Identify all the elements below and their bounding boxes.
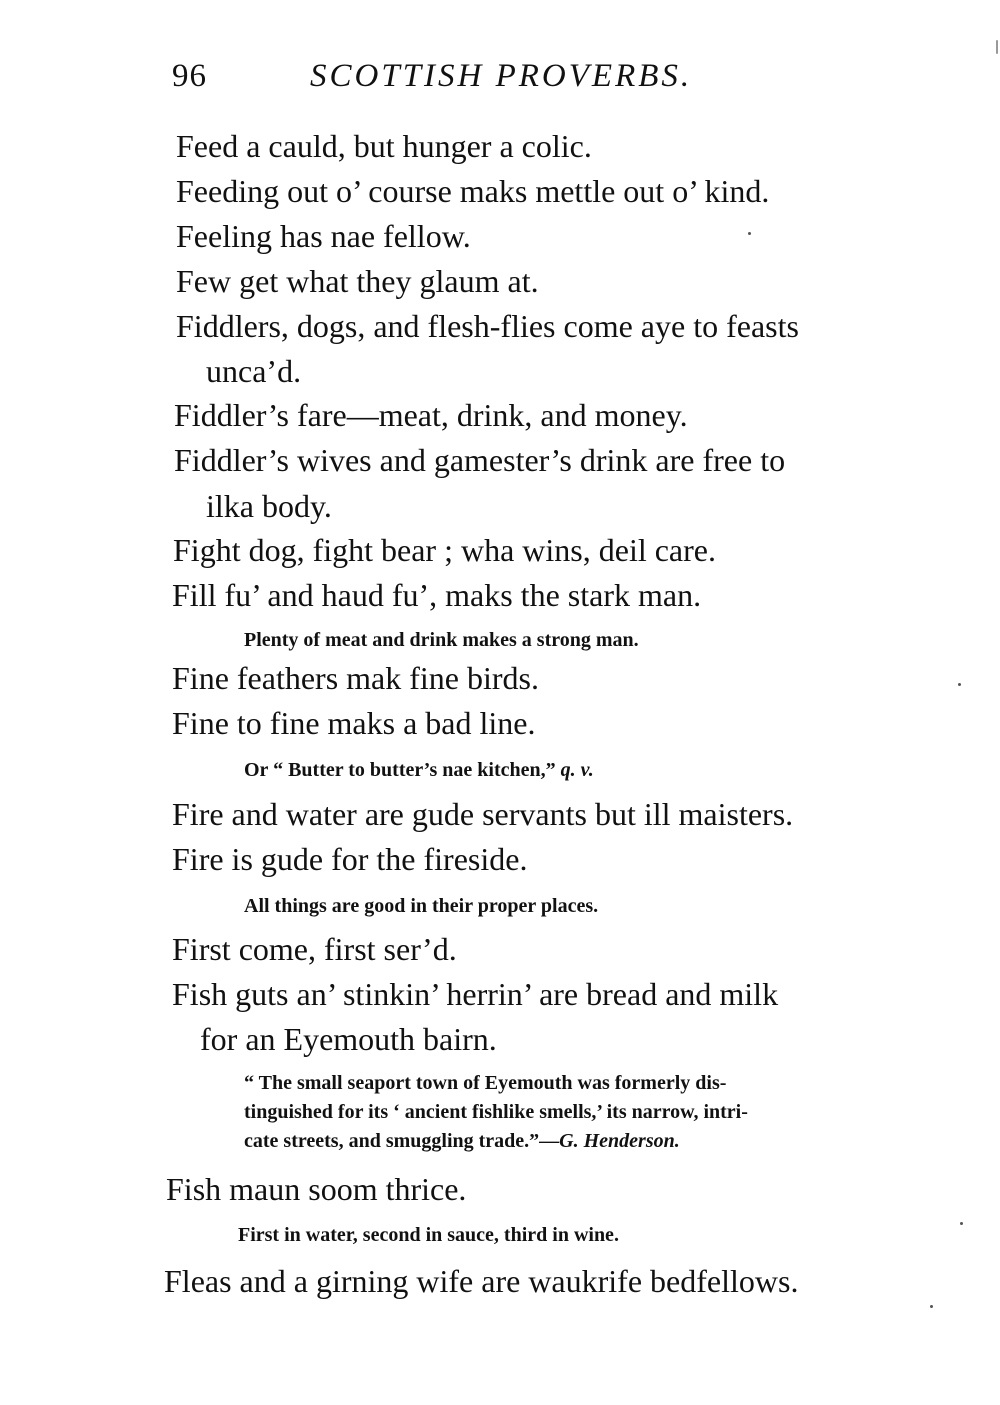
- proverb-line: Fiddlers, dogs, and flesh-flies come aye to feasts: [176, 308, 799, 344]
- proverb-line-continuation: for an Eyemouth bairn.: [200, 1021, 497, 1057]
- paper-speck: [930, 1305, 933, 1308]
- page-edge-mark: [996, 40, 998, 54]
- proverb-line: Fish maun soom thrice.: [166, 1171, 467, 1207]
- note-text: Or “ Butter to butter’s nae kitchen,”: [244, 759, 556, 781]
- page-header: [0, 58, 1000, 104]
- proverb-line: Few get what they glaum at.: [176, 263, 539, 299]
- proverb-line: Fine to fine maks a bad line.: [172, 705, 536, 741]
- proverb-note-line: tinguished for its ‘ ancient fishlike smells,’ its narrow, intri-: [244, 1101, 748, 1123]
- proverb-line: Fill fu’ and haud fu’, maks the stark man.: [172, 577, 702, 613]
- proverb-note: First in water, second in sauce, third in wine.: [238, 1224, 619, 1246]
- paper-speck: [958, 683, 961, 686]
- note-author: G. Henderson.: [559, 1130, 680, 1152]
- note-reference: q. v.: [560, 759, 594, 781]
- proverb-line-continuation: ilka body.: [206, 488, 332, 524]
- proverb-note: [244, 757, 594, 783]
- proverb-line: Fiddler’s fare—meat, drink, and money.: [174, 397, 688, 433]
- proverb-line: Feeding out o’ course maks mettle out o’ kind.: [176, 173, 770, 209]
- proverb-line: Fire and water are gude servants but ill maisters.: [172, 796, 794, 832]
- proverb-note: All things are good in their proper places.: [244, 895, 599, 917]
- proverb-note-line: [244, 1128, 680, 1154]
- proverb-line: First come, first ser’d.: [172, 931, 457, 967]
- proverb-line: Fleas and a girning wife are waukrife bedfellows.: [164, 1263, 799, 1299]
- proverb-line: Fire is gude for the fireside.: [172, 841, 528, 877]
- note-text: cate streets, and smuggling trade.”—: [244, 1130, 560, 1152]
- paper-speck: [748, 232, 751, 235]
- proverb-note-line: “ The small seaport town of Eyemouth was formerly dis-: [244, 1072, 727, 1094]
- proverb-line: Feed a cauld, but hunger a colic.: [176, 128, 592, 164]
- page-number: 96: [172, 58, 207, 94]
- proverb-line-continuation: unca’d.: [206, 353, 302, 389]
- proverb-note: Plenty of meat and drink makes a strong man.: [244, 629, 639, 651]
- proverb-line: Fish guts an’ stinkin’ herrin’ are bread and milk: [172, 976, 779, 1012]
- paper-speck: [960, 1222, 963, 1225]
- proverb-line: Fight dog, fight bear ; wha wins, deil care.: [173, 532, 716, 568]
- running-title: SCOTTISH PROVERBS.: [310, 58, 693, 94]
- proverb-line: Fine feathers mak fine birds.: [172, 660, 539, 696]
- proverb-line: Feeling has nae fellow.: [176, 218, 471, 254]
- proverb-line: Fiddler’s wives and gamester’s drink are free to: [174, 442, 786, 478]
